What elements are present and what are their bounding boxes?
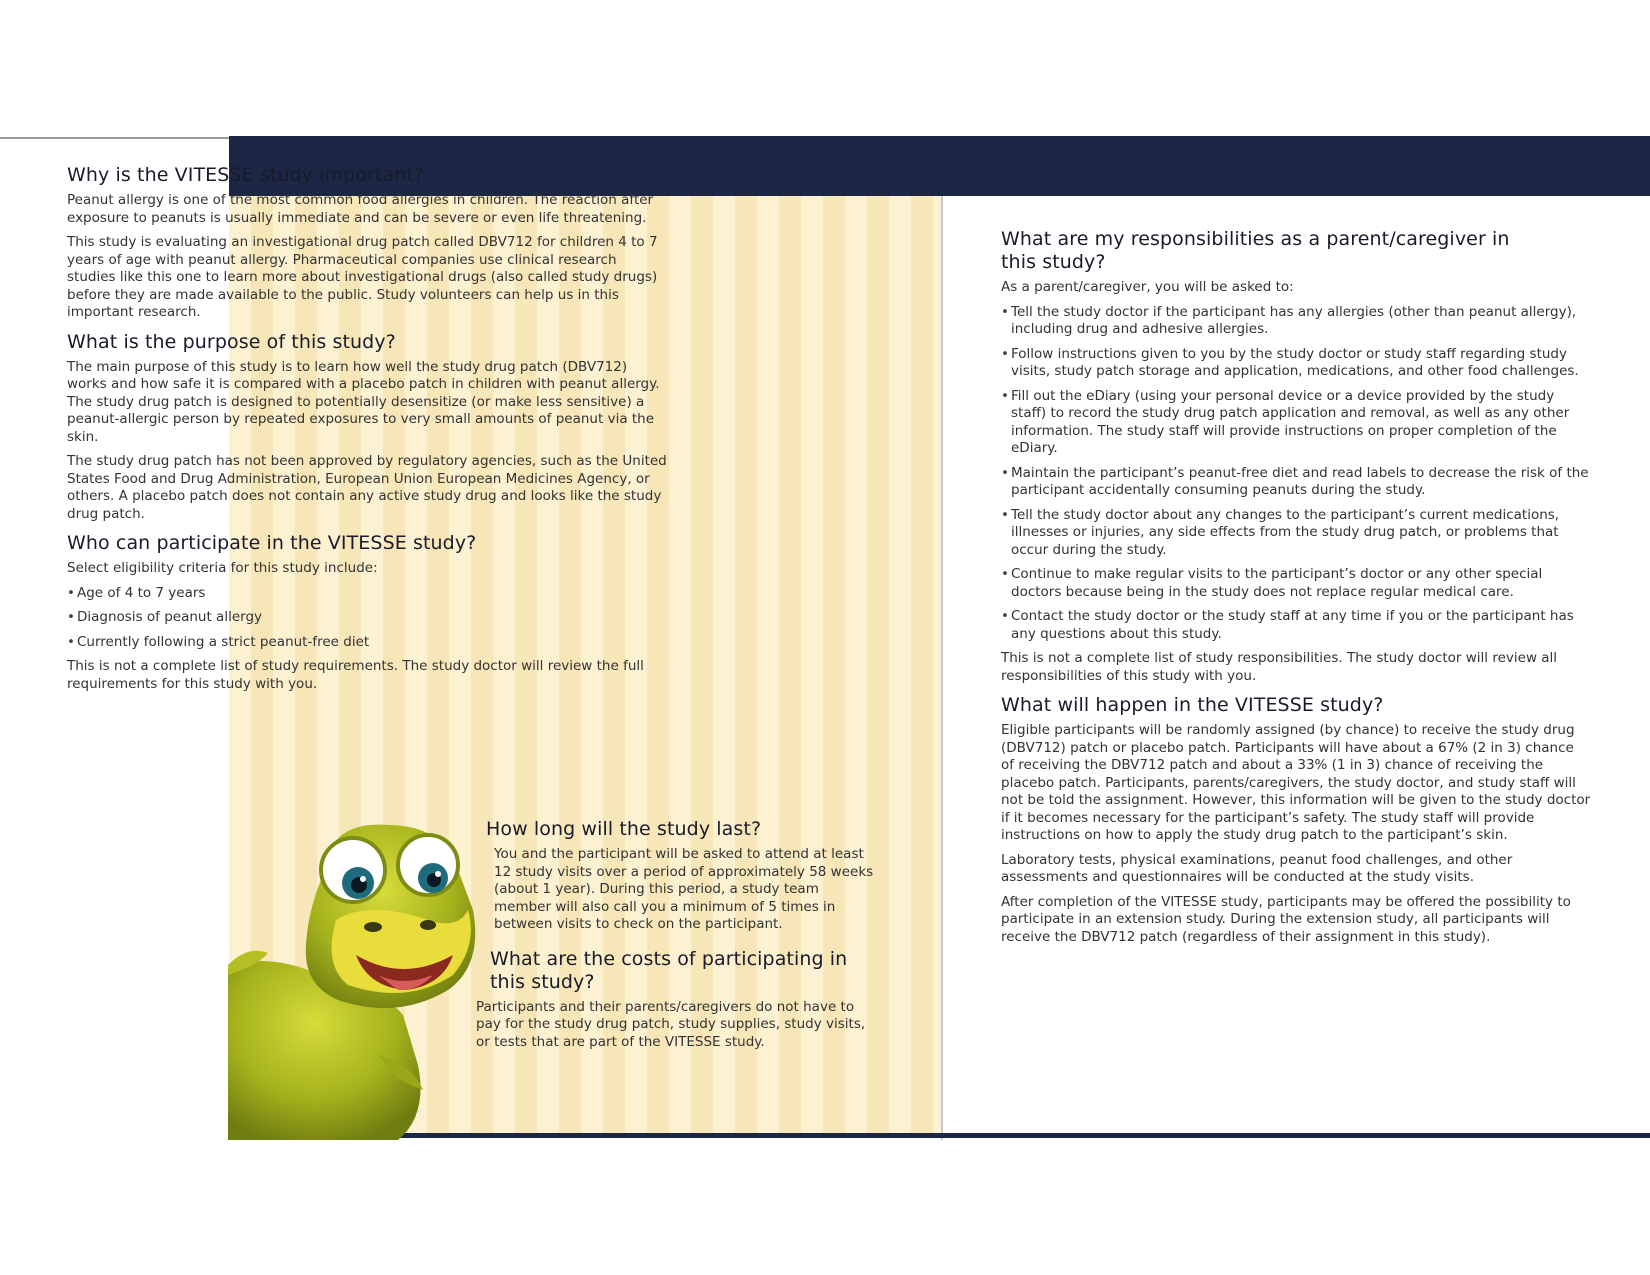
responsibilities-list [1001, 304, 1591, 644]
how-long-paragraph: You and the participant will be asked to attend at least 12 study visits over a period of approximately 58 weeks (about 1 year). During this period, a study team member will also call you a minimum of 5 times in between visits to check on the participant. [494, 846, 874, 932]
heading-what-will-happen: What will happen in the VITESSE study? [1001, 694, 1384, 716]
section-what-will-happen [1001, 694, 1591, 946]
section-purpose [67, 331, 667, 524]
section-how-long [476, 818, 876, 934]
list-item: • Currently following a strict peanut-free diet [67, 634, 667, 652]
eligibility-intro: Select eligibility criteria for this study include: [67, 560, 378, 576]
section-why-important [67, 164, 667, 322]
list-item: • Contact the study doctor or the study staff at any time if you or the participant has any questions about this study. [1001, 608, 1591, 643]
heading-why-important: Why is the VITESSE study important? [67, 164, 425, 186]
responsibilities-note: This is not a complete list of study responsibilities. The study doctor will review all responsibilities of this study with you. [1001, 650, 1558, 684]
left-column [67, 164, 667, 702]
section-who-can-participate [67, 532, 667, 693]
heading-how-long: How long will the study last? [486, 818, 762, 840]
section-responsibilities [1001, 228, 1591, 685]
happen-paragraph-3: After completion of the VITESSE study, participants may be offered the possibility to participate in an extension study. During the extension study, all participants will receive the DBV712 patch (regardless of their assignment in this study). [1001, 893, 1571, 945]
eligibility-list [67, 585, 667, 652]
section-costs [476, 948, 876, 1052]
left-lower-column [476, 818, 876, 1060]
list-item: • Tell the study doctor about any changes to the participant’s current medications, illnesses or injuries, any side effects from the study drug patch, or problems that occur during the study. [1001, 507, 1591, 560]
why-paragraph-1: Peanut allergy is one of the most common food allergies in children. The reaction after exposure to peanuts is usually immediate and can be severe or even life threatening. [67, 192, 654, 226]
responsibilities-intro: As a parent/caregiver, you will be asked to: [1001, 279, 1294, 295]
list-item: • Continue to make regular visits to the participant’s doctor or any other special doctors because being in the study does not replace regular medical care. [1001, 566, 1591, 601]
right-column [1001, 228, 1591, 955]
heading-costs: What are the costs of participating in this study? [490, 947, 848, 993]
list-item: • Diagnosis of peanut allergy [67, 609, 667, 627]
heading-who-can-participate: Who can participate in the VITESSE study? [67, 532, 477, 554]
list-item: • Maintain the participant’s peanut-free diet and read labels to decrease the risk of the participant accidentally consuming peanuts during the study. [1001, 465, 1591, 500]
eligibility-note: This is not a complete list of study requirements. The study doctor will review the full requirements for this study with you. [67, 658, 644, 692]
heading-purpose: What is the purpose of this study? [67, 330, 396, 353]
list-item: • Age of 4 to 7 years [67, 585, 667, 603]
heading-responsibilities: What are my responsibilities as a parent/caregiver in this study? [1001, 228, 1510, 273]
dinosaur-mascot-illustration [228, 815, 498, 1140]
happen-paragraph-1: Eligible participants will be randomly assigned (by chance) to receive the study drug (DBV712) patch or placebo patch. Participants will have about a 67% (2 in 3) chance of receiving the DBV712 patch and about a 33% (1 in 3) chance of receiving the placebo patch. Participants, parents/caregivers, the study doctor, and study staff will not be told the assignment. However, this information will be given to the study doctor if it becomes necessary for the participant’s safety. The study staff will provide instructions on how to apply the study drug patch to the participant’s skin. [1001, 722, 1591, 843]
costs-paragraph: Participants and their parents/caregivers do not have to pay for the study drug patch, study supplies, study visits, or tests that are part of the VITESSE study. [476, 998, 866, 1050]
fold-line [941, 136, 943, 1140]
list-item: • Tell the study doctor if the participant has any allergies (other than peanut allergy), including drug and adhesive allergies. [1001, 304, 1591, 339]
purpose-paragraph-2: The study drug patch has not been approved by regulatory agencies, such as the United States Food and Drug Administration, European Union European Medicines Agency, or others. A placebo patch does not contain any active study drug and looks like the study drug patch. [67, 453, 667, 522]
list-item: • Fill out the eDiary (using your personal device or a device provided by the study staff) to record the study drug patch application and removal, as well as any other information. The study staff will provide instructions on proper completion of the eDiary. [1001, 388, 1591, 458]
happen-paragraph-2: Laboratory tests, physical examinations, peanut food challenges, and other assessments and questionnaires will be conducted at the study visits. [1001, 851, 1513, 885]
why-paragraph-2: This study is evaluating an investigational drug patch called DBV712 for children 4 to 7 years of age with peanut allergy. Pharmaceutical companies use clinical research studies like this one to learn more about investigational drugs (also called study drugs) before they are made available to the public. Study volunteers can help us in this important research. [67, 234, 658, 320]
scan-edge-rule [0, 137, 230, 139]
purpose-paragraph-1: The main purpose of this study is to learn how well the study drug patch (DBV712) works and how safe it is compared with a placebo patch in children with peanut allergy. The study drug patch is designed to potentially desensitize (or make less sensitive) a peanut-allergic person by repeated exposures to very small amounts of peanut via the skin. [67, 358, 660, 445]
list-item: • Follow instructions given to you by the study doctor or study staff regarding study visits, study patch storage and application, medications, and other food challenges. [1001, 346, 1591, 381]
